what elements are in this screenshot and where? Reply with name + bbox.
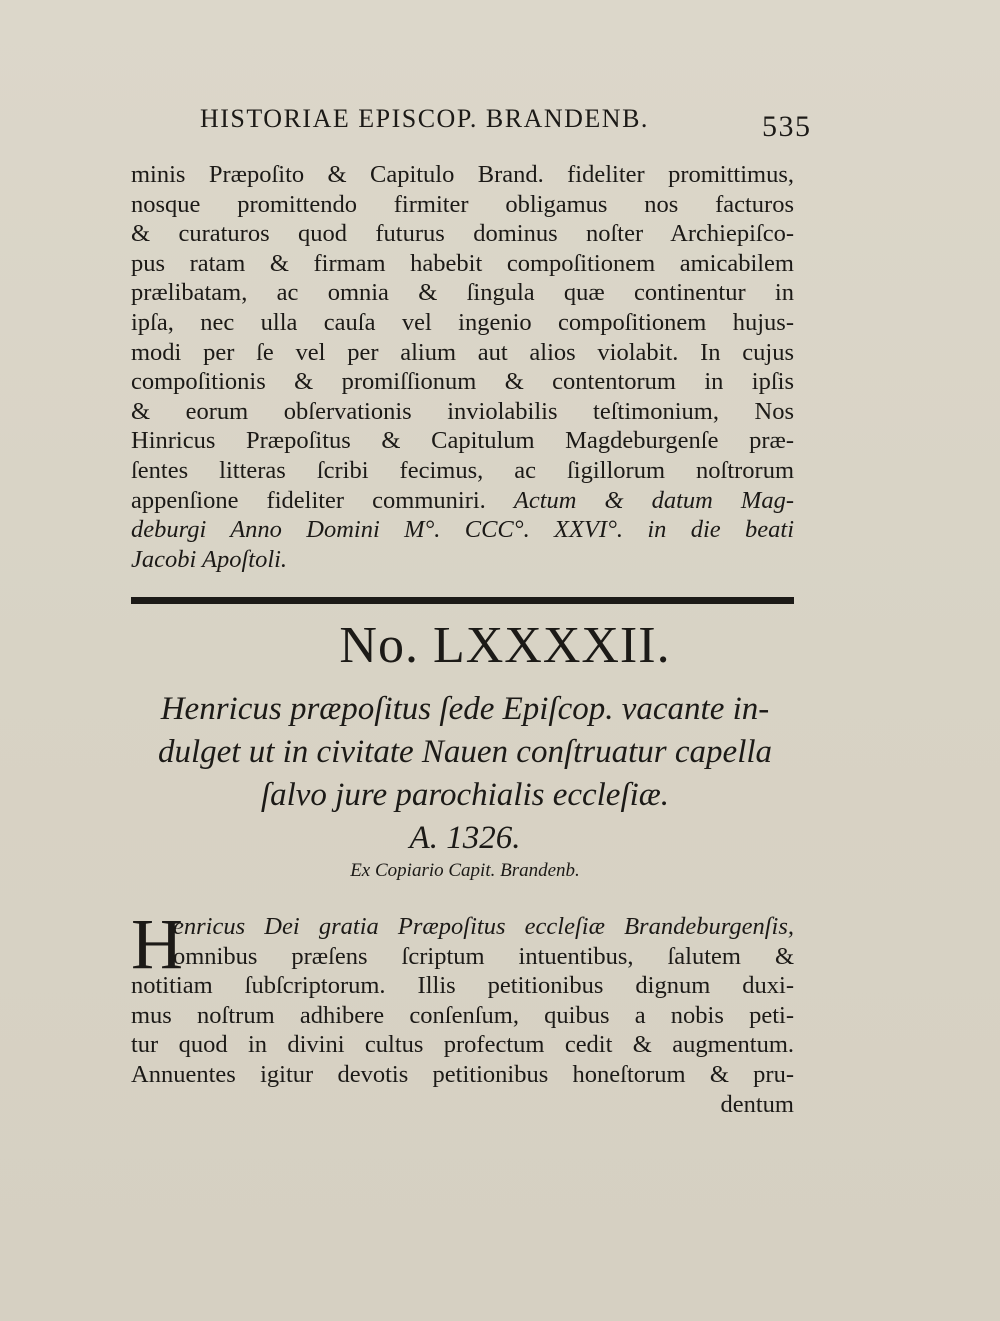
- text-line: pus ratam & firmam habebit compoſitionem amicabilem: [131, 249, 794, 277]
- text-line: mus noſtrum adhibere conſenſum, quibus a nobis peti-: [131, 1001, 794, 1029]
- drop-cap: H: [131, 904, 183, 984]
- running-head-title: HISTORIAE EPISCOP. BRANDENB.: [200, 104, 649, 133]
- text-line: minis Præpoſito & Capitulo Brand. fideliter promittimus,: [131, 161, 794, 188]
- text-line: & eorum obſervationis inviolabilis teſtimonium, Nos: [131, 397, 794, 425]
- title-line: dulget ut in civitate Nauen conſtruatur capella: [157, 734, 773, 770]
- source-note: Ex Copiario Capit. Brandenb.: [350, 860, 580, 881]
- text-line-italic: Actum & datum Mag-: [513, 486, 795, 514]
- text-line: omnibus præſens ſcriptum intuentibus, ſalutem &: [173, 942, 794, 970]
- title-year: A. 1326.: [409, 820, 521, 856]
- charter-paragraph-2: [131, 912, 794, 1119]
- charter-paragraph-1: [131, 160, 794, 574]
- text-line-italic: enricus Dei gratia Præpoſitus eccleſiæ Brandeburgenſis,: [173, 913, 794, 940]
- text-line: modi per ſe vel per alium aut alios violabit. In cujus: [131, 338, 794, 366]
- text-line: Annuentes igitur devotis petitionibus honeſtorum & pru-: [131, 1060, 794, 1088]
- text-line: [131, 486, 794, 516]
- catchword: dentum: [720, 1090, 794, 1118]
- text-line: ſentes litteras ſcribi fecimus, ac ſigillorum noſtrorum: [131, 456, 794, 484]
- title-line: ſalvo jure parochialis eccleſiæ.: [260, 777, 670, 813]
- page-number: 535: [762, 110, 812, 143]
- text-line: tur quod in divini cultus profectum cedit & augmentum.: [131, 1031, 794, 1059]
- text-line: & curaturos quod futurus dominus noſter Archiepiſco-: [131, 220, 794, 248]
- text-line: prælibatam, ac omnia & ſingula quæ continentur in: [131, 279, 794, 307]
- title-line: Henricus præpoſitus ſede Epiſcop. vacante in-: [160, 691, 770, 727]
- section-divider: [131, 597, 794, 604]
- text-line: notitiam ſubſcriptorum. Illis petitionibus dignum duxi-: [131, 972, 794, 1000]
- text-line-roman: appenſione fideliter communiri.: [131, 486, 486, 514]
- text-line: ipſa, nec ulla cauſa vel ingenio compoſitionem hujus-: [131, 308, 794, 336]
- text-line-italic: deburgi Anno Domini M°. CCC°. XXVI°. in die beati: [131, 516, 794, 544]
- text-line: nosque promittendo firmiter obligamus nos facturos: [131, 190, 794, 218]
- text-line: Hinricus Præpoſitus & Capitulum Magdeburgenſe præ-: [131, 427, 794, 455]
- document-title: [120, 688, 810, 860]
- text-line: compoſitionis & promiſſionum & contentorum in ipſis: [131, 368, 794, 396]
- text-line-italic: Jacobi Apoſtoli.: [131, 545, 288, 573]
- document-number: No. LXXXXII.: [339, 617, 671, 674]
